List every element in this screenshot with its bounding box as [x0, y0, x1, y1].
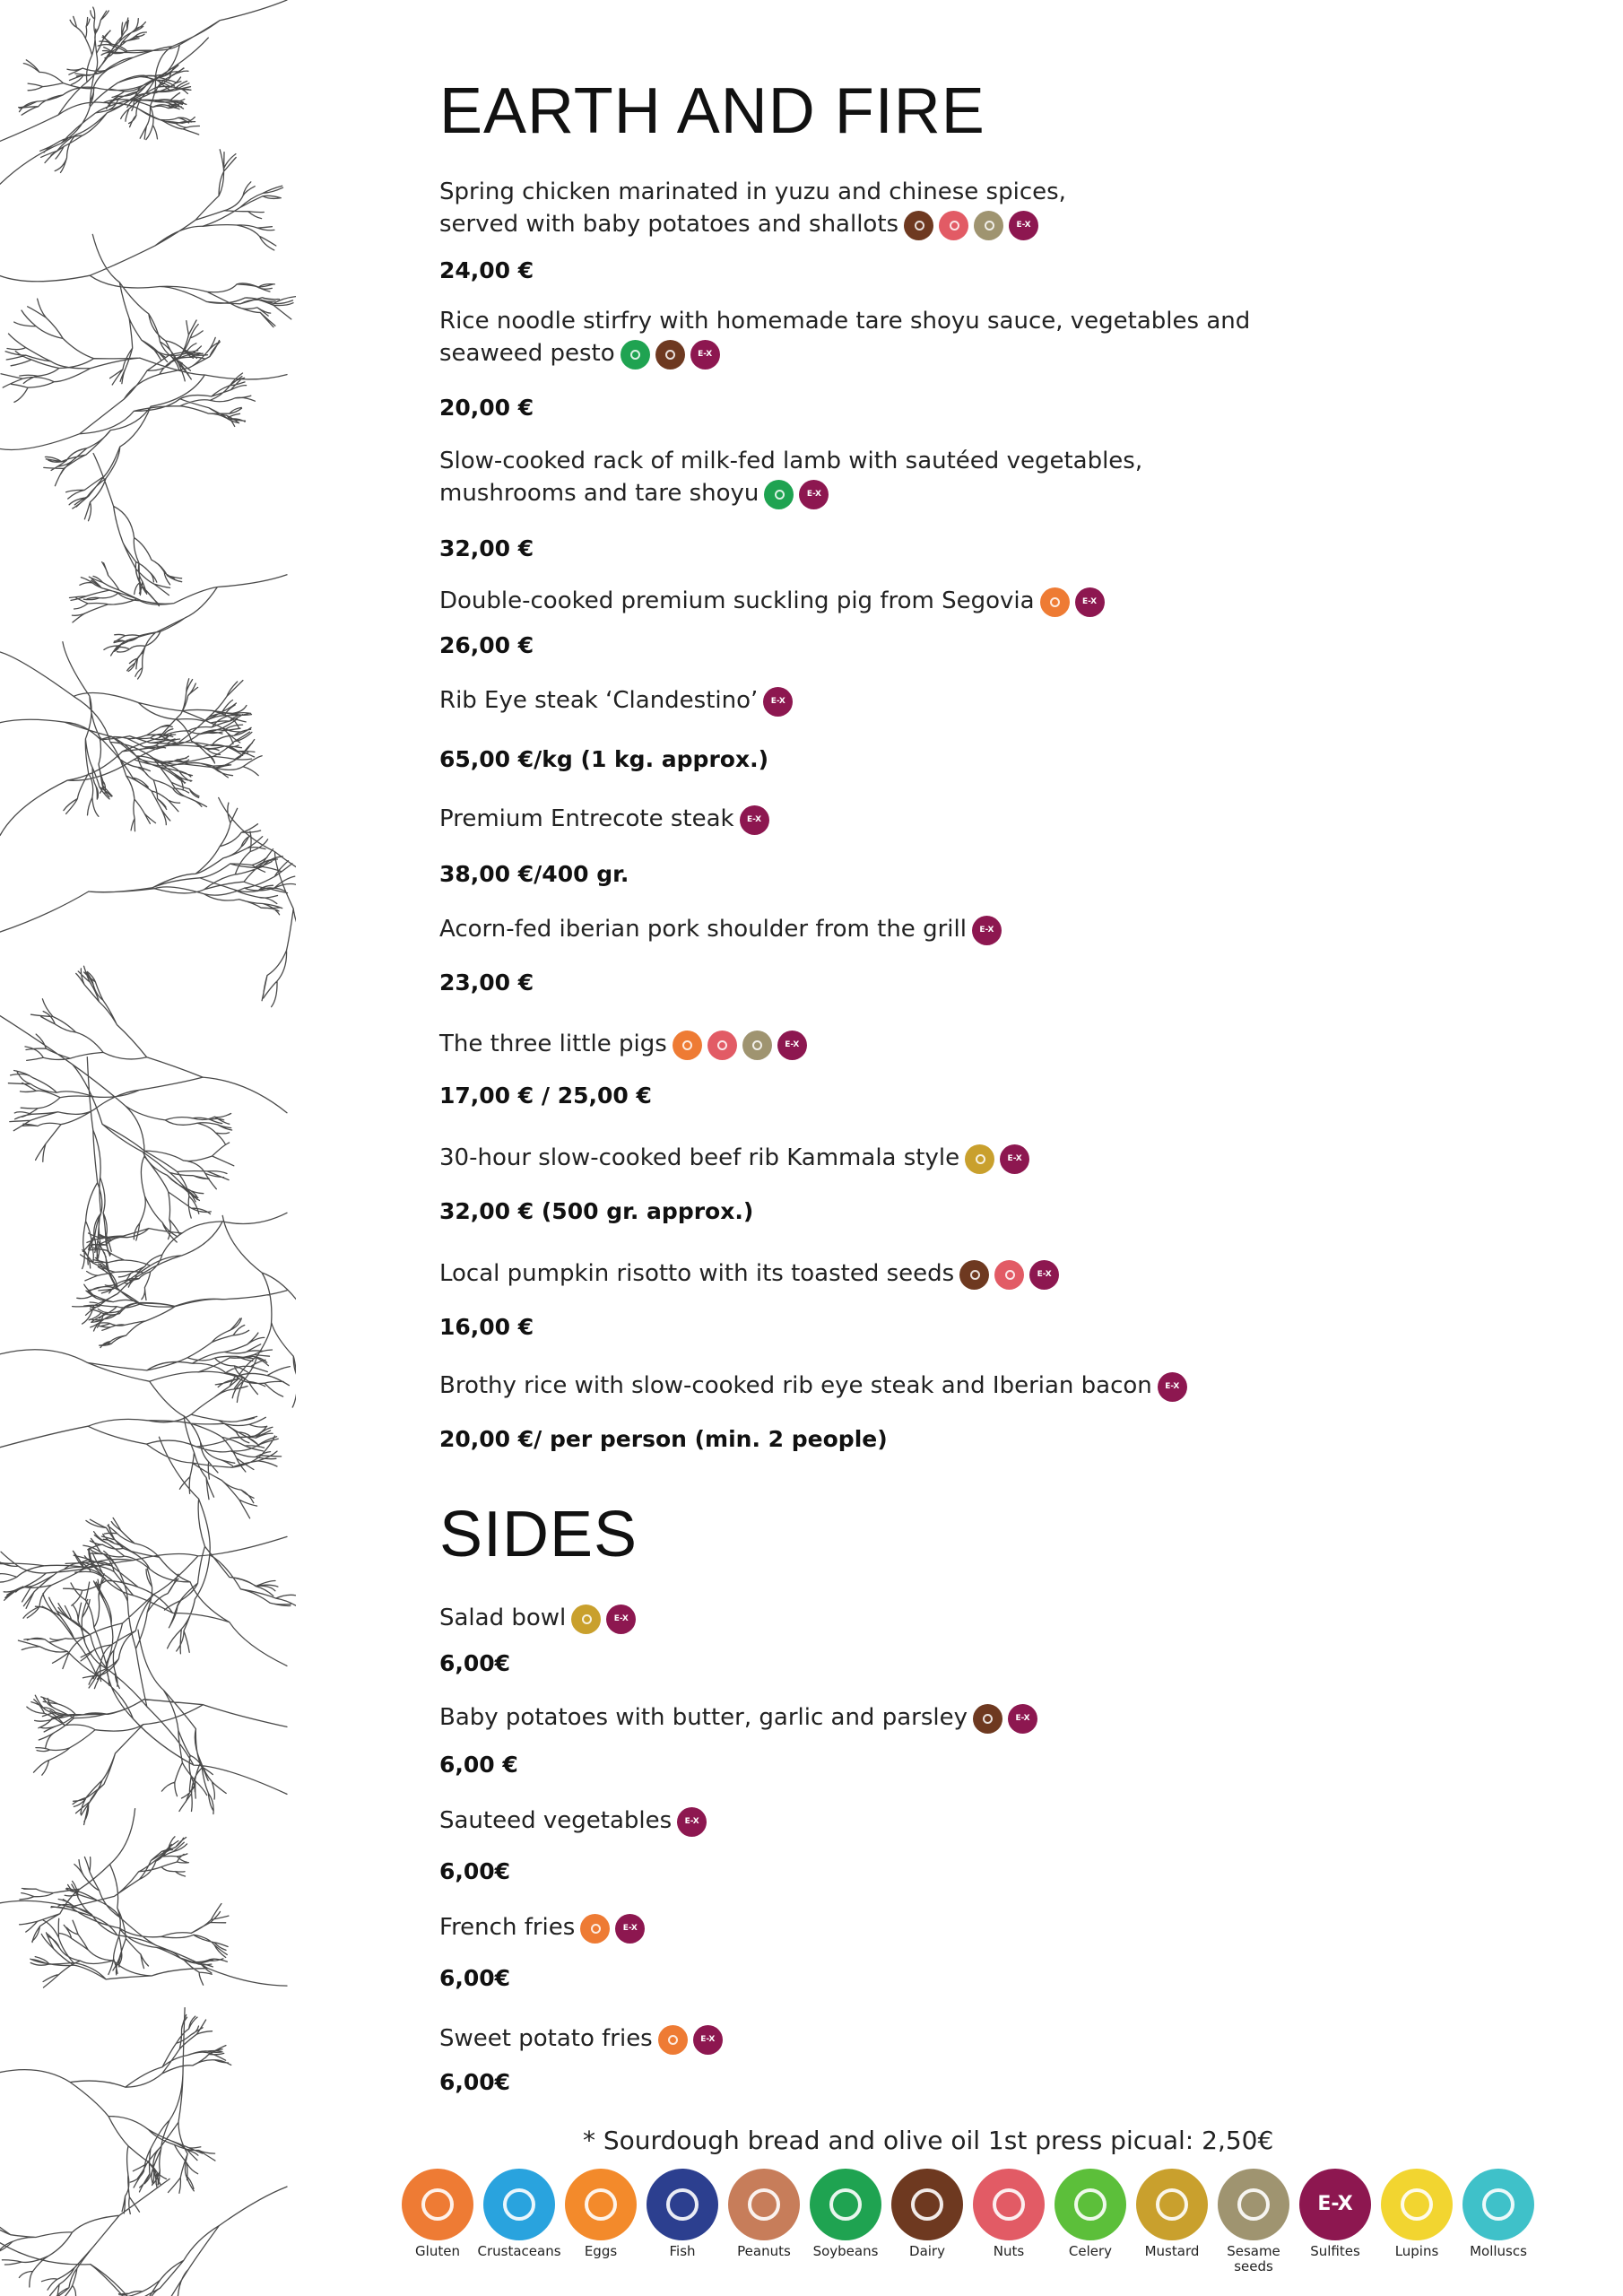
menu-item-price: 20,00 €/ per person (min. 2 people): [439, 1426, 888, 1452]
menu-item-price: 6,00€: [439, 1965, 511, 1991]
legend-label: Dairy: [909, 2243, 945, 2259]
menu-item: [439, 2022, 1426, 2095]
allergen-icons: [1040, 586, 1110, 618]
menu-item-price: 26,00 €: [439, 632, 534, 658]
fish-icon: [647, 2169, 718, 2240]
legend-label: Celery: [1068, 2243, 1113, 2259]
legend-label: Mustard: [1144, 2243, 1200, 2259]
menu-item-price: 23,00 €: [439, 970, 534, 996]
allergen-legend: [395, 2169, 1623, 2294]
menu-item-name: Slow-cooked rack of milk-fed lamb with sautéed vegetables, mushrooms and tare shoyu E-X: [439, 445, 1426, 510]
sulfites-allergen-icon: E-X: [677, 1807, 707, 1837]
legend-item-soybeans: [803, 2169, 889, 2259]
dairy-allergen-icon: [959, 1260, 989, 1290]
menu-item: [439, 1911, 1426, 1991]
section-title-earth-and-fire: EARTH AND FIRE: [439, 75, 985, 147]
legend-label: Lupins: [1394, 2243, 1439, 2259]
menu-item: [439, 445, 1426, 561]
legend-item-eggs: [558, 2169, 644, 2259]
legend-item-fish: [639, 2169, 725, 2259]
legend-item-sulfites: [1292, 2169, 1378, 2259]
allergen-icons: [621, 338, 725, 370]
menu-item-name: The three little pigs E-X: [439, 1028, 1426, 1061]
menu-item-name: Brothy rice with slow-cooked rib eye steak and Iberian bacon E-X: [439, 1370, 1426, 1403]
lupin-icon: [1381, 2169, 1453, 2240]
menu-item: [439, 684, 1426, 772]
sesame-allergen-icon: [974, 211, 1003, 240]
menu-item: [439, 1257, 1426, 1340]
menu-item-price: 32,00 €: [439, 535, 534, 561]
menu-item-name: Baby potatoes with butter, garlic and parsley E-X: [439, 1701, 1426, 1735]
menu-item: [439, 1805, 1426, 1884]
legend-label: Crustaceans: [477, 2243, 561, 2259]
sulfites-allergen-icon: E-X: [693, 2025, 723, 2055]
legend-item-lupins: [1374, 2169, 1460, 2259]
legend-label: Sesame seeds: [1227, 2243, 1280, 2274]
gluten-allergen-icon: [580, 1914, 610, 1944]
menu-item: [439, 305, 1426, 421]
celery-icon: [1055, 2169, 1126, 2240]
legend-label: Nuts: [993, 2243, 1025, 2259]
legend-item-sesame: [1211, 2169, 1297, 2274]
menu-item: [439, 1701, 1426, 1778]
sulfites-allergen-icon: E-X: [1000, 1144, 1029, 1174]
allergen-icons: [972, 914, 1007, 946]
sulfites-allergen-icon: E-X: [1075, 587, 1105, 617]
mustard-icon: [1136, 2169, 1208, 2240]
gluten-allergen-icon: [658, 2025, 688, 2055]
gluten-allergen-icon: [673, 1031, 702, 1060]
sulfites-allergen-icon: E-X: [606, 1605, 636, 1634]
menu-item: [439, 1370, 1426, 1452]
shell-icon: [1462, 2169, 1534, 2240]
menu-item: [439, 1142, 1426, 1224]
sulfites-allergen-icon: E-X: [690, 340, 720, 370]
menu-item: [439, 1028, 1426, 1109]
menu-item-name: Acorn-fed iberian pork shoulder from the grill E-X: [439, 913, 1426, 946]
dairy-allergen-icon: [655, 340, 685, 370]
legend-label: Sulfites: [1310, 2243, 1360, 2259]
menu-item: [439, 803, 1426, 887]
legend-label: Fish: [669, 2243, 696, 2259]
legend-label: Peanuts: [737, 2243, 791, 2259]
menu-item-price: 65,00 €/kg (1 kg. approx.): [439, 746, 768, 772]
soybeans-allergen-icon: [621, 340, 650, 370]
legend-item-mustard: [1129, 2169, 1215, 2259]
section-title-sides: SIDES: [439, 1499, 638, 1570]
allergen-icons: [571, 1603, 641, 1635]
sulfites-allergen-icon: E-X: [777, 1031, 807, 1060]
sesame-icon: [1218, 2169, 1289, 2240]
legend-label: Gluten: [415, 2243, 460, 2259]
menu-item-price: 16,00 €: [439, 1314, 534, 1340]
mustard-allergen-icon: [571, 1605, 601, 1634]
legend-item-crustaceans: [476, 2169, 562, 2259]
sulfites-allergen-icon: E-X: [740, 805, 769, 835]
menu-item-name: Local pumpkin risotto with its toasted seeds E-X: [439, 1257, 1426, 1291]
menu-item: [439, 585, 1426, 658]
menu-item: [439, 1602, 1426, 1676]
sulfites-allergen-icon: E-X: [763, 687, 793, 717]
menu-item-price: 38,00 €/400 gr.: [439, 861, 629, 887]
menu-item-price: 6,00 €: [439, 1752, 518, 1778]
dairy-allergen-icon: [973, 1704, 1002, 1734]
mustard-allergen-icon: [965, 1144, 994, 1174]
dairy-allergen-icon: [904, 211, 933, 240]
legend-item-peanuts: [721, 2169, 807, 2259]
allergen-icons: [764, 478, 834, 510]
gluten-allergen-icon: [1040, 587, 1070, 617]
menu-item: [439, 176, 1426, 283]
allergen-icons: [677, 1805, 712, 1838]
menu-item-price: 24,00 €: [439, 257, 534, 283]
bread-note: * Sourdough bread and olive oil 1st press picual: 2,50€: [583, 2126, 1274, 2155]
legend-item-celery: [1047, 2169, 1133, 2259]
allergen-icons: [1158, 1370, 1193, 1403]
allergen-icons: [673, 1029, 812, 1061]
sulfites-allergen-icon: E-X: [1158, 1372, 1187, 1402]
menu-item-name: Spring chicken marinated in yuzu and chinese spices, served with baby potatoes and shallots E-X: [439, 176, 1426, 241]
menu-item-price: 20,00 €: [439, 395, 534, 421]
allergen-icons: [904, 209, 1044, 241]
allergen-icons: [763, 685, 798, 718]
walnut-icon: [973, 2169, 1045, 2240]
nuts-allergen-icon: [994, 1260, 1024, 1290]
allergen-icons: [973, 1702, 1043, 1735]
sulfites-icon: E-X: [1299, 2169, 1371, 2240]
sulfites-allergen-icon: E-X: [1009, 211, 1038, 240]
menu-item-name: 30-hour slow-cooked beef rib Kammala style E-X: [439, 1142, 1426, 1175]
legend-item-dairy: [884, 2169, 970, 2259]
menu-item-name: French fries E-X: [439, 1911, 1426, 1944]
menu-item-name: Sauteed vegetables E-X: [439, 1805, 1426, 1838]
menu-item-name: Rice noodle stirfry with homemade tare shoyu sauce, vegetables and seaweed pesto E-X: [439, 305, 1426, 370]
legend-label: Soybeans: [812, 2243, 879, 2259]
allergen-icons: [658, 2023, 728, 2056]
milk-jug-icon: [891, 2169, 963, 2240]
allergen-icons: [740, 804, 775, 836]
soy-icon: [810, 2169, 881, 2240]
soybeans-allergen-icon: [764, 480, 794, 509]
nuts-allergen-icon: [707, 1031, 737, 1060]
menu-item: [439, 913, 1426, 996]
sulfites-allergen-icon: E-X: [972, 916, 1002, 945]
menu-item-price: 6,00€: [439, 2069, 511, 2095]
legend-item-molluscs: [1455, 2169, 1541, 2259]
legend-label: Eggs: [584, 2243, 618, 2259]
crab-icon: [483, 2169, 555, 2240]
sulfites-allergen-icon: E-X: [1029, 1260, 1059, 1290]
allergen-icons: [959, 1258, 1064, 1291]
sulfites-allergen-icon: E-X: [1008, 1704, 1037, 1734]
menu-item-name: Rib Eye steak ‘Clandestino’ E-X: [439, 684, 1426, 718]
menu-item-name: Sweet potato fries E-X: [439, 2022, 1426, 2056]
menu-item-name: Premium Entrecote steak E-X: [439, 803, 1426, 836]
legend-item-gluten: [395, 2169, 481, 2259]
egg-icon: [565, 2169, 637, 2240]
menu-item-price: 17,00 € / 25,00 €: [439, 1083, 652, 1109]
menu-item-name: Salad bowl E-X: [439, 1602, 1426, 1635]
menu-item-price: 6,00€: [439, 1858, 511, 1884]
nuts-allergen-icon: [939, 211, 968, 240]
allergen-icons: [965, 1143, 1035, 1175]
allergen-icons: [580, 1912, 650, 1944]
peanut-icon: [728, 2169, 800, 2240]
decorative-branch-illustration: [0, 0, 296, 2296]
sulfites-allergen-icon: E-X: [799, 480, 829, 509]
legend-label: Molluscs: [1470, 2243, 1527, 2259]
sesame-allergen-icon: [742, 1031, 772, 1060]
sulfites-allergen-icon: E-X: [615, 1914, 645, 1944]
menu-item-name: Double-cooked premium suckling pig from Segovia E-X: [439, 585, 1426, 618]
menu-item-price: 32,00 € (500 gr. approx.): [439, 1198, 754, 1224]
wheat-icon: [402, 2169, 473, 2240]
legend-item-nuts: [966, 2169, 1052, 2259]
menu-item-price: 6,00€: [439, 1650, 511, 1676]
